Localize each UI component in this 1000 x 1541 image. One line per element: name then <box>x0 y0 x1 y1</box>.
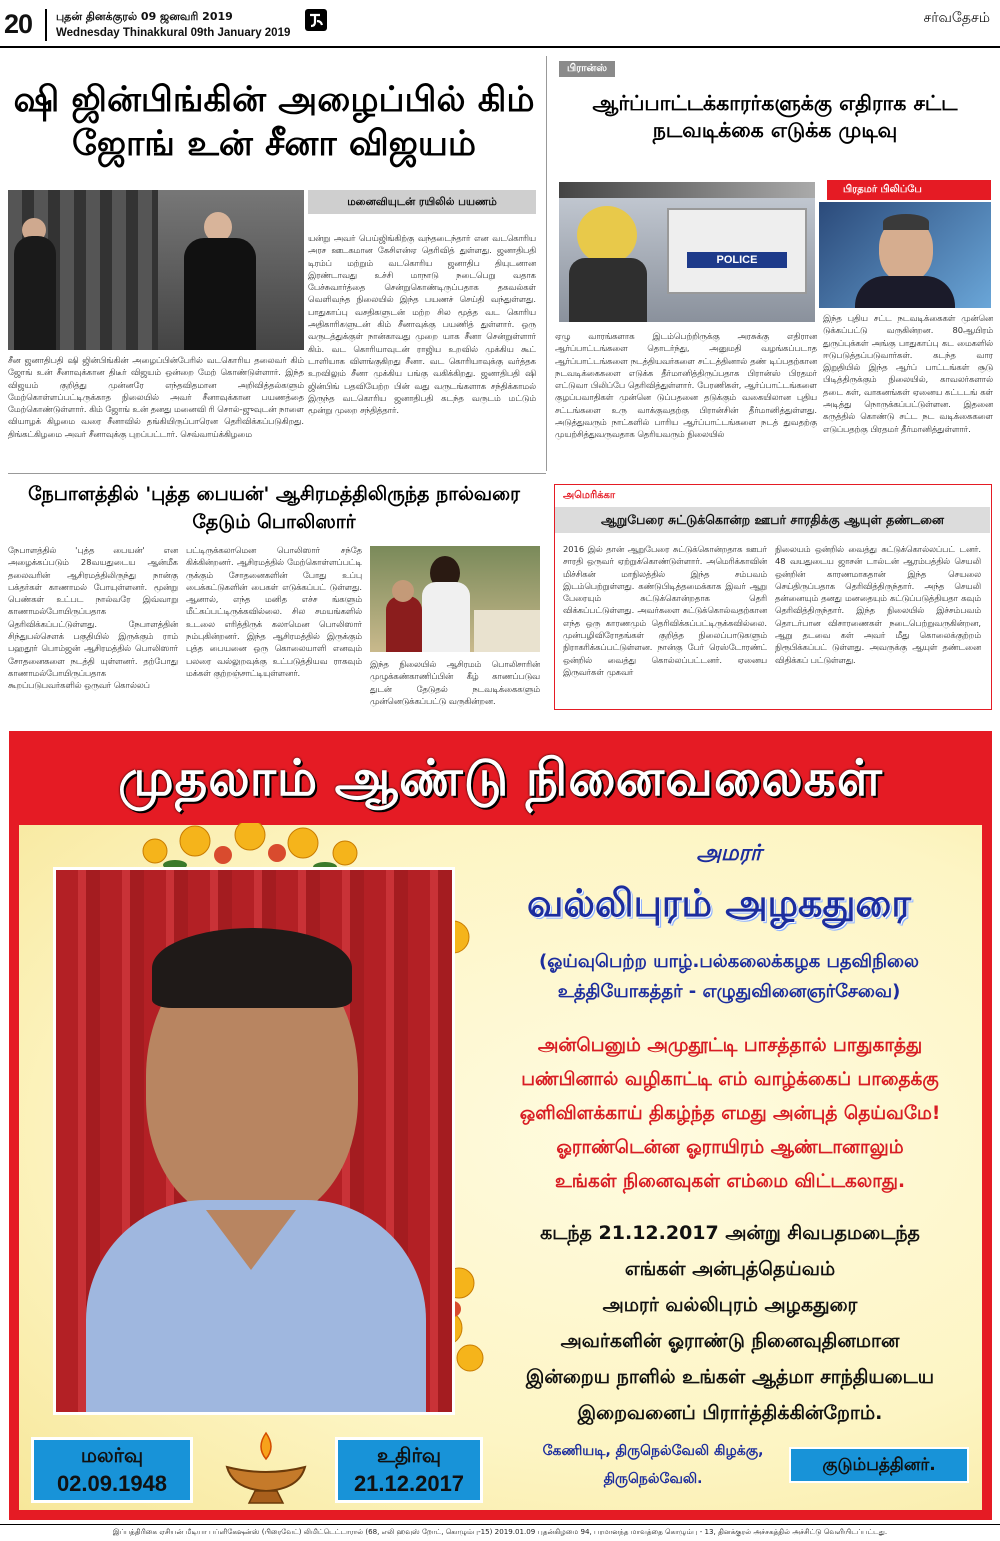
message-line: இறைவனைப் பிரார்த்திக்கின்றோம். <box>577 1402 883 1424</box>
monastery-photo <box>370 546 540 652</box>
header-rule <box>0 46 1000 48</box>
ad-name: வல்லிபுரம் அழகதுரை <box>527 881 911 925</box>
kim-jong-un-photo <box>8 190 304 350</box>
protester-police-photo <box>559 182 815 322</box>
story-body-col1: ஏழு வாரங்களாக இடம்பெற்றிருக்கு அரசுக்கு எதிரான ஆர்ப்பாட்டங்களை தொடர்ந்து, அனுமதி வழங்கப்படாத ஆர்ப்பாட்டங்களை நடத்தியவர்களை சட்டத்தினால் தண் டிப்பதற்கான நடவடிக்கைகளை எடுக்க தீர்மானித்திருப்பதாக பிரான்ஸ் பிரதமர் எட்டுவா பிலிப்பே தெரிவித்துள்ளார். பேரணிகள், ஆர்ப்பாட்டங்களை குழப்பவாதிகள் முன்னெ டுப்பதனை தடுக்கும் வகையிலான புதிய சட்டங்களை உரு வாக்குவதற்கு பிரான்சின் தீர்மானித்துள்ளது. அடுத்துவரும் நாட்களில் பாரிய ஆர்ப்பாட்டங்களை நடத் துவதற்கு முயற்சித்துவருவதாக தெரியவரும் நிலையில் <box>555 331 817 440</box>
story-subhead: மனைவியுடன் ரயிலில் பயணம் <box>308 190 536 214</box>
story-body-col2: நிலையம் ஒன்றில் வைத்து சுட்டுக்கொல்லப்பட் டனர். 48 வயதுடைய ஜாசன் டால்டன் ஆரம்பத்தில் செயலி ஒன்றின் காரணமாகதான் இந்த செயலை செய்திருப்பதாக தெரிவித்திருந்தார். அந்த செயலி தன்னையும் தனது மனதையும் கட்டுப்படுத்தியதா கவும் தெரிவித்திருந்தார். இந்த நிலையில் இச்சம்பவம் தொடர்பான விசாரணைகள் நடைபெற்றுவருகின்றன, ஆறு தடவை கள் அவர் மீது கொலைக்குற்றம் நிரூபிக்கப்பட் டுள்ளது. அவருக்கு ஆயுள் தண்டனை விதிக்கப் பட்டுள்ளது. <box>775 544 981 665</box>
ad-family-signature: குடும்பத்தினர். <box>789 1447 969 1483</box>
verse-line: அன்பெனும் அமுதூட்டி பாசத்தால் பாதுகாத்து <box>537 1035 923 1056</box>
police-van-label: POLICE <box>687 252 787 268</box>
oil-lamp-icon <box>219 1427 313 1509</box>
verse-line: உங்கள் நினைவுகள் எம்மை விட்டகலாது. <box>555 1171 905 1192</box>
story-kicker: பிரான்ஸ் <box>559 61 615 77</box>
header-divider <box>45 9 47 41</box>
story-headline: நேபாளத்தில் 'புத்த பையன்' ஆசிரமத்திலிருந்த நால்வரை தேடும் பொலிஸார் <box>28 483 520 533</box>
message-line: அமரர் வல்லிபுரம் அழகதுரை <box>602 1294 858 1316</box>
masthead-logo-icon <box>304 8 328 32</box>
header-date-english: Wednesday Thinakkural 09th January 2019 <box>56 27 291 39</box>
ad-amarar-label: அமரர் <box>696 841 762 866</box>
section-rule <box>8 473 546 474</box>
page-header <box>0 0 1000 50</box>
story-body-col2: இந்த புதிய சட்ட நடவடிக்கைகள் முன்னெ டுக்கப்பட்டு வருகின்றன. 80ஆயிரம் துருப்புக்கள் அங்கு பாதுகாப்பு கட மைகளில் ஈடுபடுத்தப்படுவார்கள். கடந்த வார இறுதியில் இந்த ஆர்ப் பாட்டங்கள் சூடு பிடித்திருக்கும் நிலையில், காவலர்களால் தடை கள், வாகனங்கள் ஏனைய கட்டடங் கள் அடித்து நொருக்கப்பட்டுள்ளன. இதனை கருத்தில் கொண்டு சட்ட நட வடிக்கைகளை எடுப்பதற்கு பிரதமர் தீர்மானித்துள்ளார். <box>823 313 993 434</box>
story-headline: ஷி ஜின்பிங்கின் அழைப்பில் கிம் ஜோங் உன் சீனா விஜயம் <box>13 80 535 164</box>
story-france <box>555 56 995 470</box>
story-body-col3: இந்த நிலையில் ஆசிரமம் பொலிசாரின் முழுக்கண்காணிப்பின் கீழ் காணப்படுவ துடன் தேடுதல் நடவடிக்கைகளும் முன்னெடுக்கப்பட்டு வருகின்றன. <box>370 659 540 706</box>
story-kicker: அமெரிக்கா <box>563 490 616 501</box>
message-line: இன்றைய நாளில் உங்கள் ஆத்மா சாந்தியடைய <box>525 1366 935 1388</box>
memorial-advertisement <box>9 731 992 1520</box>
ad-address-line1: கேணியடி, திருநெல்வேலி கிழக்கு, <box>542 1443 764 1459</box>
story-body-col1: 2016 இல் தான் ஆறுபேரை சுட்டுக்கொன்றதாக ஊபர் சாரதி ஒருவர் ஏற்றுக்கொண்டுள்ளார். அமெரிக்காவின் மிச்சிகன் மாநிலத்தில் இந்த சம்பவம் இடம்பெற்றுள்ளது. கண்டுபிடித்தமைக்காக இவர் ஆறு பேரையும் சுட்டுக்கொன்றதாக தெரி விக்கப்பட்டுள்ளது. அவர்களை சுட்டுக்கொல்வதற்கான எந்த ஒரு காரணமும் தெரிவிக்கப்பட்டிருக்கவில்லை. முன்பழிவிரோதங்கள் குறித்த நிலைப்பாடுகளும் நிராகரிக்கப்பட்டுள்ளன. நான்கு பேர் ரெஸ்டோரண்ட் ஒன்றில் வைத்து கொல்லப்பட்டனர். ஏனைய இருவர்கள் முகவர் <box>563 544 767 677</box>
ad-designation-line1: (ஓய்வுபெற்ற யாழ்.பல்கலைக்கழக பதவிநிலை <box>539 951 919 972</box>
died-date-box <box>335 1437 483 1503</box>
page-number: 20 <box>4 9 33 39</box>
prime-minister-photo <box>819 202 991 308</box>
died-label: உதிர்வு <box>376 1443 442 1467</box>
died-date: 21.12.2017 <box>353 1471 465 1496</box>
verse-line: ஓராண்டென்ன ஓராயிரம் ஆண்டானாலும் <box>556 1137 904 1158</box>
ad-message <box>473 1215 987 1431</box>
ad-designation-line2: உத்தியோகத்தர் - எழுதுவினைஞர்சேவை) <box>557 981 901 1002</box>
story-body-col2: யன்று அவர் பெய்ஜிங்கிற்கு வந்தடைந்தார் என வடகொரிய அரச ஊடகமான கேசிஎன்ஏ தெரிவித் துள்ளது. ஜனாதிபதி டிரம்ப் மற்றும் வடகொரிய ஜனாதிப தியுடனான இரண்டாவது உச்சி மாநாடு நடைபெறு வதாக பேச்சுவார்த்தை சென்றுகொண்டிருப்பதாக தகவல்கள் வெளிவந்த நிலையில் இந்த பயணச் செய்தி வந்துள்ளது. பாதுகாப்பு வசதிகளுடன் மற்ற சில மூத்த வட கொரிய அதிகாரிகளுடன் கிம் சீனாவுக்கு பயணித் துள்ளார். ஒரு வருடத்துக்குள் நான்காவது முறை யாக சீனா சென்றுள்ளார் கிம். வட கொரியாவுடன் ராஜிய உறவில் முக்கிய கூட் டாளியாக விளங்குகிறது சீனா. வட கொரியாவுக்கு வர்த்தக உறவிலும் சீனா முக்கிய பங்கு வகிக்கிறது. ஜனாதிபதி ஷி ஜின்பிங் பதவியேற்ற பின் வது வருடங்களாக சந்திக்காமல் இருந்த வடகொரிய ஜனாதிபதி கடந்த வருடம் மட்டும் மூன்று முறை சந்தித்தார். <box>308 233 536 416</box>
message-line: கடந்த 21.12.2017 அன்று சிவபதமடைந்த <box>540 1222 920 1244</box>
footer-rule <box>0 1524 1000 1525</box>
verse-line: ஒளிவிளக்காய் திகழ்ந்த எமது அன்புத் தெய்வமே! <box>519 1103 941 1124</box>
born-date-box <box>31 1437 193 1503</box>
story-headline: ஆறுபேரை சுட்டுக்கொன்ற ஊபர் சாரதிக்கு ஆயுள் தண்டனை <box>555 507 990 533</box>
story-nepal <box>8 478 540 714</box>
ad-title: முதலாம் ஆண்டு நினைவலைகள் <box>118 749 883 807</box>
footer-imprint: இப்பத்திரிகை ஏசியன் மீடியா பப்ளிகேஷன்ஸ் (பிரைவேட்) லிமிட்டெட்டாரால் (68, எலி ஹவுஸ் றோட், கொழும்பு-15) 2019.01.09 புதன்கிழமை 94, பரமானந்த மாவத்தை கொழும்பு - 13, தினக்குரல் அச்சகத்தில் அச்சிட்டு வெளியிடப்பட்டது. <box>112 1527 888 1536</box>
message-line: எங்கள் அன்புத்தெய்வம் <box>624 1258 836 1280</box>
photo-caption-badge: பிரதமர் பிலிப்பே <box>827 180 991 200</box>
ad-verse <box>473 1029 987 1199</box>
story-body-col2: பட்டிருக்கலாமென பொலிஸார் சந்தே கிக்கின்றனர். ஆசிரமத்தில் மேற்கொள்ளப்பட்டி ருக்கும் சோதனைகளின் போது உப்பு பைக்கட்டுகளின் பைகள் எடுக்கப்பட் டுள்ளது. ஆனால், எந்த மனித எச்ச ங்களும் மீட்கப்பட்டிருக்கவில்லை. சில சமயங்களில் உடலை எரித்திருக் கலாமென பொலிஸார் நம்புகின்றனர். இந்த ஆசிரமத்தில் இருக்கும் புத்த பையனை ஒரு கொலையாளி எனவும் பலரை வல்லுறவுக்கு உட்படுத்தியவ ராகவும் மக்கள் குற்றஞ்சாட்டியுள்ளனர். <box>186 545 362 678</box>
verse-line: பண்பினால் வழிகாட்டி எம் வாழ்க்கைப் பாதைக்கு <box>521 1069 939 1090</box>
section-name: சர்வதேசம் <box>923 10 990 26</box>
story-usa-boxed <box>554 484 992 710</box>
story-kim-china <box>8 56 540 470</box>
born-date: 02.09.1948 <box>56 1471 168 1496</box>
header-date-tamil: புதன் தினக்குரல் 09 ஜனவரி 2019 <box>56 10 233 23</box>
message-line: அவர்களின் ஓராண்டு நினைவுதினமான <box>560 1330 900 1352</box>
born-label: மலர்வு <box>80 1443 144 1467</box>
story-body-col1: சீன ஜனாதிபதி ஷி ஜின்பிங்கின் அழைப்பின்பேரில் வடகொரிய தலைவர் கிம் ஜோங் உன் சீனாவுக்கான திடீர் விஜயம் ஒன்றை மேற் கொண்டுள்ளார். இந்த விஜயம் குறித்து முன்னரே எந்தவிதமான அறிவித்தல்களும் மேற்கொள்ளப்பட்டிருக்காத நிலையில் அவர் சீனாவுக்கான பயணத்தை மேற்கொண்டுள்ளார். கிம் ஜோங் உன் தனது மனைவி ரி சொல்-ஜுவுடன் நாளை வியாழக் கிழமை வரை சீனாவில் தங்கியிருப்பாரென தெரிவிக்கப்படுகிறது. திங்கட்கிழமை அவர் சீனாவுக்கு புறப்பட்டார். செவ்வாய்க்கிழமை <box>8 355 304 439</box>
story-body-col1: நேபாளத்தில் 'புத்த பையன்' என அழைக்கப்படும் 28வயதுடைய ஆன்மீக தலைவரின் ஆசிரமத்திலிருந்து நான்கு பக்தர்கள் காணாமல் போயுள்ளனர். மூன்று பெண்கள் உட்பட நால்வரே இவ்வாறு காணாமல்போயிருப்பதாக தெரிவிக்கப்பட்டுள்ளது. நேபாளத்தின் சிந்துபல்செளக் பகுதியில் இருக்கும் ராம் பஹதூர் பொம்ஜன் ஆசிரமத்தில் பொலிஸார் சோதனைகளை நடத்தி யுள்ளனர். தற்போது காணாமல்போயிருப்பதாக கூறப்படுபவர்களில் ஒருவர் கொல்லப் <box>8 545 178 691</box>
portrait-photo <box>53 867 455 1415</box>
ad-address-line2: திருநெல்வேலி. <box>603 1471 703 1487</box>
story-headline: ஆர்ப்பாட்டக்காரர்களுக்கு எதிராக சட்ட நடவடிக்கை எடுக்க முடிவு <box>592 91 958 142</box>
column-divider <box>546 56 547 471</box>
